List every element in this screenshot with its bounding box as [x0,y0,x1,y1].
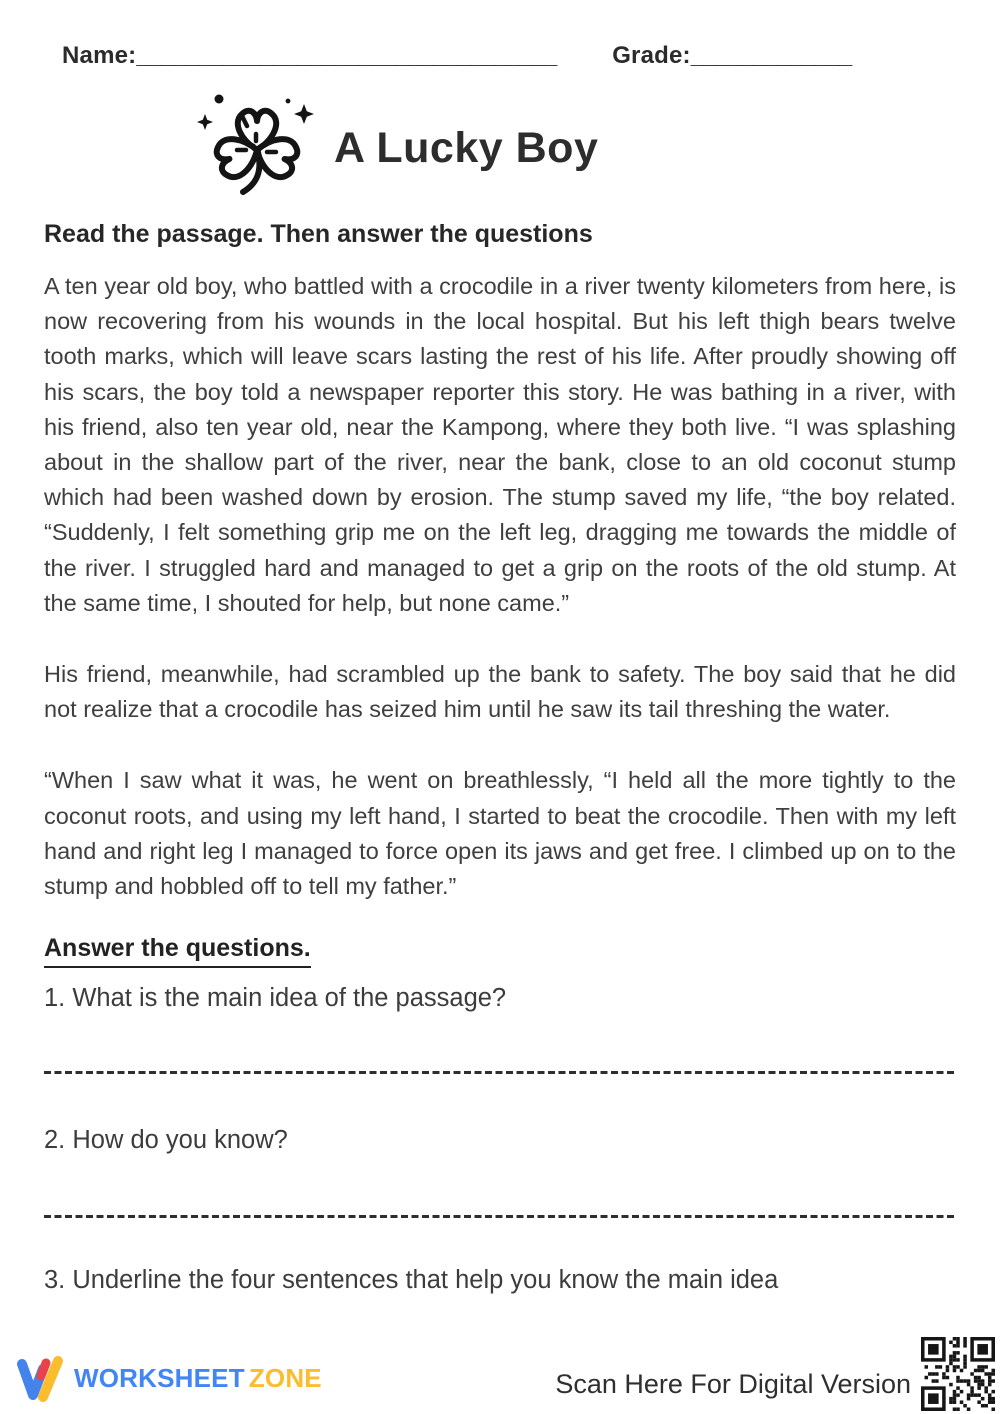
question-1: 1. What is the main idea of the passage? [44,984,507,1013]
scan-group [555,1336,995,1412]
instruction-heading: Read the passage. Then answer the questions [44,220,593,248]
answer-questions-heading: Answer the questions. [44,934,311,968]
name-grade-row [62,42,956,70]
page-title: A Lucky Boy [334,123,599,172]
name-label: Name: [62,42,137,69]
worksheetzone-logo-icon [16,1352,66,1404]
answer-line-2 [44,1215,956,1218]
reading-passage [44,269,956,904]
qr-code [921,1336,995,1412]
answer-line-1 [44,1071,956,1074]
grade-block [612,42,851,70]
grade-blank-line: _____________ [690,42,852,69]
name-blank-line: __________________________________ [136,42,557,69]
brand-text [74,1363,322,1394]
question-2: 2. How do you know? [44,1126,288,1155]
passage-paragraph-2: His friend, meanwhile, had scrambled up the bank to safety. The boy said that he did not realize that a crocodile has seized him until he saw its tail threshing the water. [44,661,956,723]
shamrock-icon [196,86,316,210]
brand-zone: ZONE [248,1362,322,1393]
passage-paragraph-3: “When I saw what it was, he went on breathlessly, “I held all the more tightly to the coconut roots, and using my left hand, I started to beat the crocodile. Then with my left hand and right leg I managed to force open its jaws and get free. I climbed up on to the stump and hobbled off to tell my father.” [44,767,956,900]
passage-paragraph-1: A ten year old boy, who battled with a crocodile in a river twenty kilometers from here, is now recovering from his wounds in the local hospital. But his left thigh bears twelve tooth marks, which will leave scars lasting the rest of his life. After proudly showing off his scars, the boy told a newspaper reporter this story. He was bathing in a river, with his friend, also ten year old, near the Kampong, where they both live. “I was splashing about in the shallow part of the river, near the bank, close to an old coconut stump which had been washed down by erosion. The stump saved my life, “the boy related. “Suddenly, I felt something grip me on the left leg, dragging me towards the middle of the river. I struggled hard and managed to get a grip on the roots of the old stump. At the same time, I shouted for help, but none came.” [44,273,956,616]
grade-label: Grade: [612,42,691,69]
question-3: 3. Underline the four sentences that help you know the main idea [44,1266,779,1295]
name-block [62,42,556,70]
footer [0,1328,1000,1414]
title-row [196,84,1000,212]
brand-worksheet: WORKSHEET [74,1362,245,1393]
scan-here-text: Scan Here For Digital Version [555,1369,911,1399]
worksheetzone-brand [16,1352,322,1404]
